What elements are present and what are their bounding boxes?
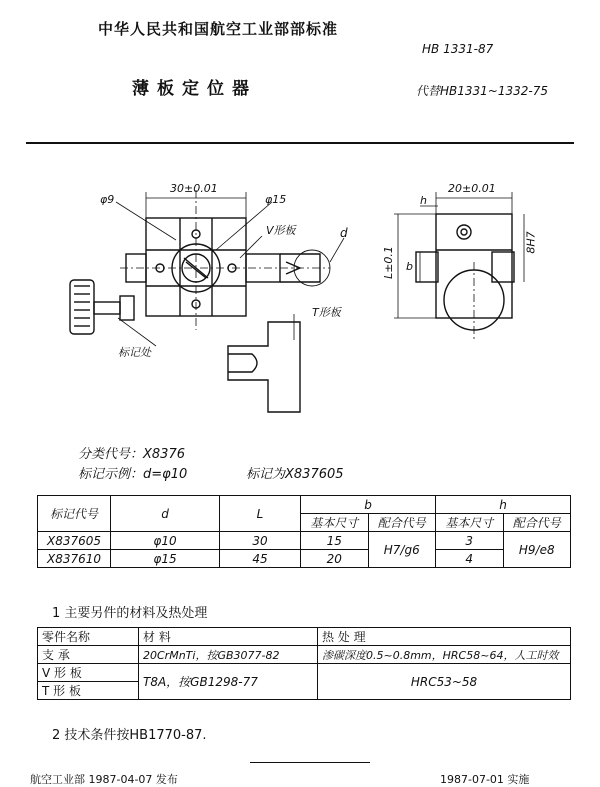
dim-20-label: 20±0.01 [448, 182, 496, 195]
cell-d: φ15 [111, 550, 220, 568]
col-b: b [301, 496, 436, 514]
col-l: L [220, 496, 301, 532]
cell-d: φ10 [111, 532, 220, 550]
marking-example: 标记示例：d=φ10 [78, 467, 188, 482]
col-d: d [111, 496, 220, 532]
col-part: 零件名称 [38, 628, 139, 646]
cell-fit-h: H9/e8 [503, 532, 571, 568]
section-1-heading: 1 主要另件的材料及热处理 [52, 606, 208, 621]
t-plate-label: T形板 [312, 306, 341, 319]
cell-l: 45 [220, 550, 301, 568]
col-code: 标记代号 [38, 496, 111, 532]
cell-heat: 渗碳深度0.5~0.8mm，HRC58~64，人工时效 [318, 646, 571, 664]
standard-number: HB 1331-87 [422, 42, 494, 56]
issue-date: 航空工业部 1987-04-07 发布 [30, 773, 178, 786]
table-row [38, 664, 571, 682]
cell-part: T 形 板 [38, 682, 139, 700]
material-table [37, 627, 571, 700]
col-b-fit: 配合代号 [368, 514, 436, 532]
table-row [38, 646, 571, 664]
cell-h: 3 [436, 532, 504, 550]
footer-rule [250, 762, 370, 763]
mark-label: 标记处 [118, 346, 151, 359]
cell-fit-b: H7/g6 [368, 532, 436, 568]
cell-part: V 形 板 [38, 664, 139, 682]
col-h-basic: 基本尺寸 [436, 514, 504, 532]
cell-code: X837605 [38, 532, 111, 550]
cell-b: 15 [301, 532, 369, 550]
dia-9-label: φ9 [100, 193, 115, 206]
section-2-heading: 2 技术条件按HB1770-87. [52, 728, 207, 743]
document-title: 薄板定位器 [132, 79, 257, 99]
col-heat: 热 处 理 [318, 628, 571, 646]
h-label: h [420, 194, 427, 207]
dia-15-label: φ15 [265, 193, 287, 206]
effective-date: 1987-07-01 实施 [440, 773, 530, 786]
col-material: 材 料 [139, 628, 318, 646]
marking-result: 标记为X837605 [246, 467, 344, 482]
cell-material: 20CrMnTi，按GB3077-82 [139, 646, 318, 664]
v-plate-label: V形板 [266, 224, 296, 237]
replaces-standard: 代替HB1331~1332-75 [416, 84, 548, 98]
col-h-fit: 配合代号 [503, 514, 571, 532]
classification-code: 分类代号：X8376 [78, 447, 185, 462]
col-b-basic: 基本尺寸 [301, 514, 369, 532]
table-row [38, 550, 571, 568]
cell-h: 4 [436, 550, 504, 568]
l-label: L±0.1 [381, 246, 395, 279]
dim-30-label: 30±0.01 [170, 182, 218, 195]
d-label: d [340, 226, 348, 240]
cell-b: 20 [301, 550, 369, 568]
b-label: b [406, 260, 413, 273]
table-row [38, 532, 571, 550]
organization-title: 中华人民共和国航空工业部部标准 [98, 20, 339, 38]
cell-material: T8A，按GB1298-77 [139, 664, 318, 700]
col-h: h [436, 496, 571, 514]
cell-code: X837610 [38, 550, 111, 568]
cell-heat: HRC53~58 [318, 664, 571, 700]
fit-8h7-label: 8H7 [524, 231, 538, 254]
dimension-table [37, 495, 571, 568]
cell-l: 30 [220, 532, 301, 550]
t-plate [228, 322, 300, 412]
cell-part: 支 承 [38, 646, 139, 664]
